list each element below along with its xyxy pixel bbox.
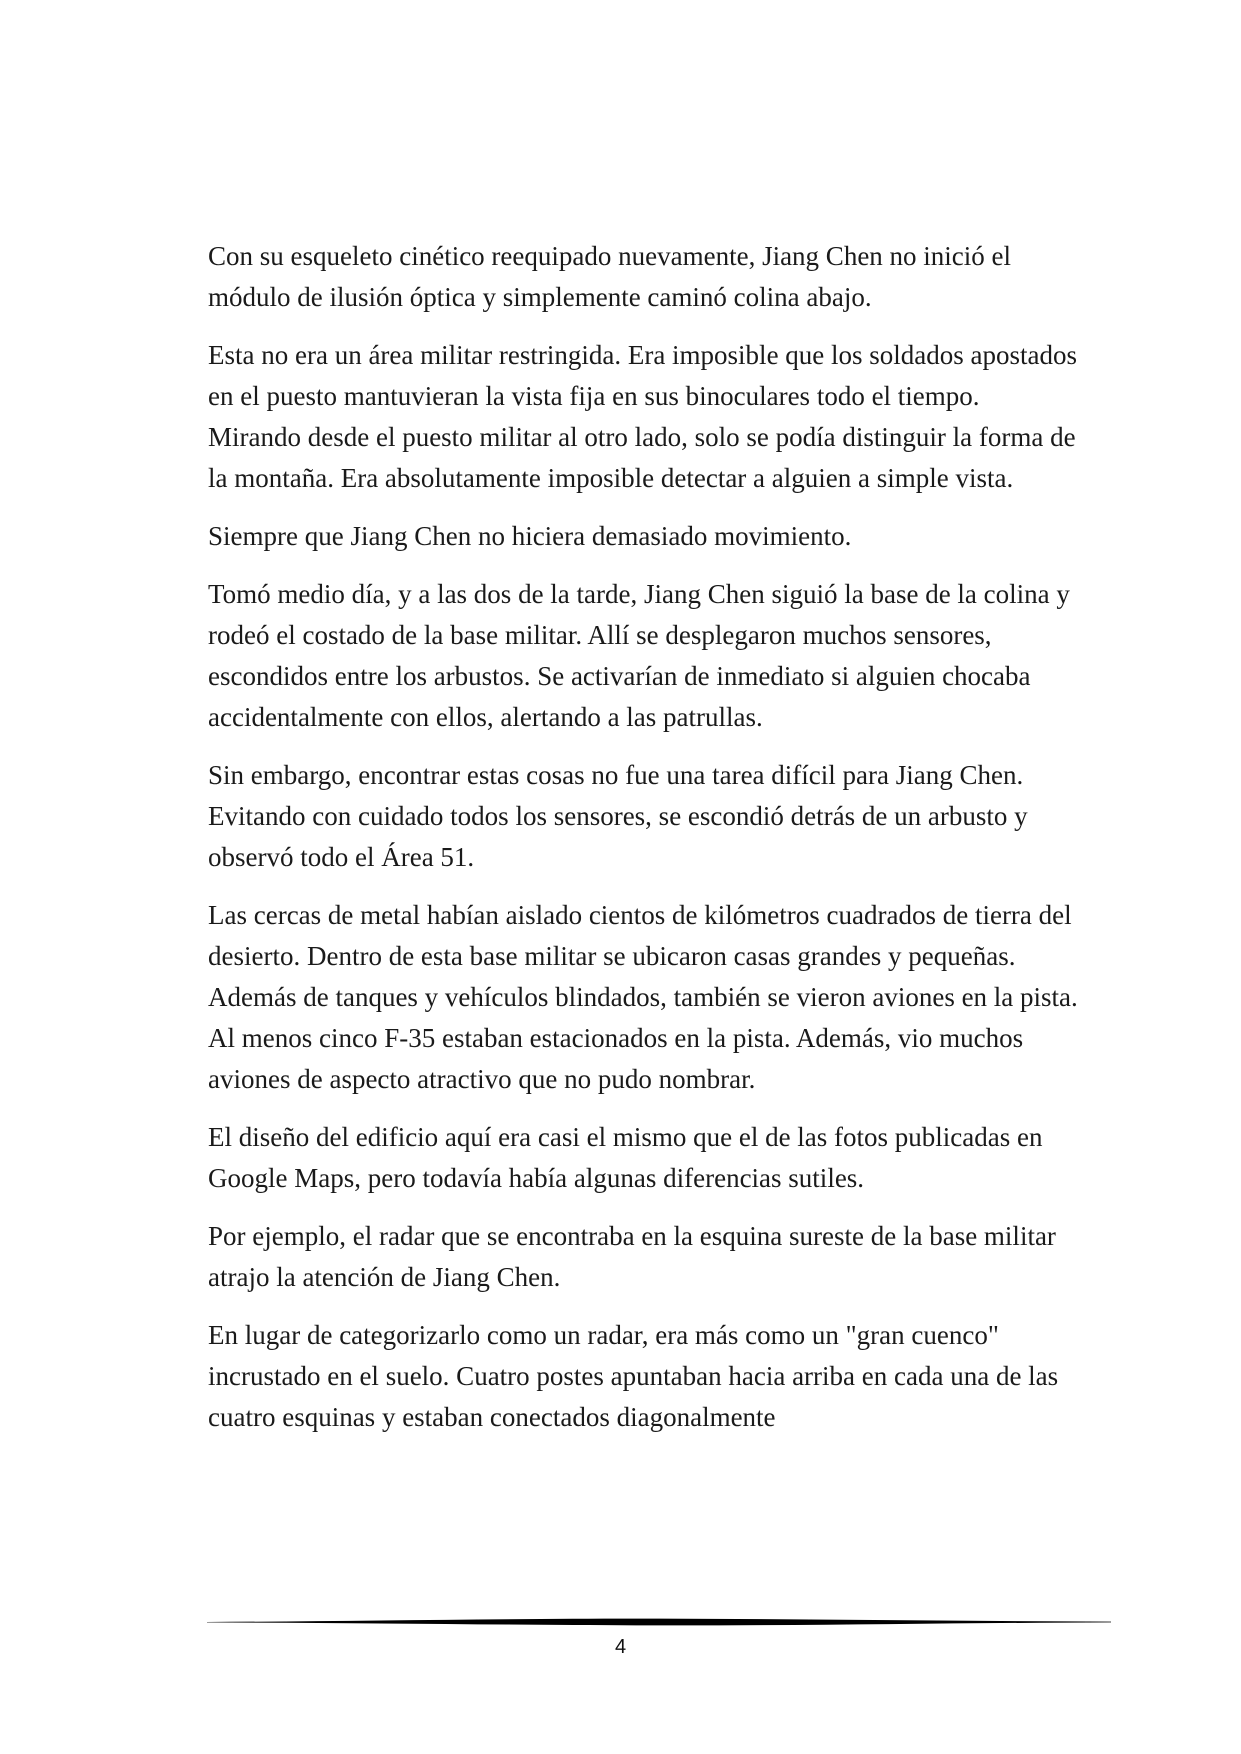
paragraph-5: Sin embargo, encontrar estas cosas no fue una tarea difícil para Jiang Chen. Evitando con cuidado todos los sensores, se escondió detrás de un arbusto y observó todo el Área 51. xyxy=(208,760,1028,872)
paragraph-7: El diseño del edificio aquí era casi el mismo que el de las fotos publicadas en Google Maps, pero todavía había algunas diferencias sutiles. xyxy=(208,1122,1043,1193)
footer-divider xyxy=(207,1615,1111,1629)
paragraph-9: En lugar de categorizarlo como un radar, era más como un "gran cuenco" incrustado en el suelo. Cuatro postes apuntaban hacia arriba en cada una de las cuatro esquinas y estaban conectados diagonalmente xyxy=(208,1320,1059,1432)
paragraph-1: Con su esqueleto cinético reequipado nuevamente, Jiang Chen no inició el módulo de ilusión óptica y simplemente caminó colina abajo. xyxy=(208,241,1012,312)
paragraph-2: Esta no era un área militar restringida. Era imposible que los soldados apostados en el puesto mantuvieran la vista fija en sus binoculares todo el tiempo. Mirando desde el puesto militar al otro lado, solo se podía distinguir la forma de la montaña. Era absolutamente imposible detectar a alguien a simple vista. xyxy=(208,340,1078,493)
page-number: 4 xyxy=(614,1636,627,1658)
body-text xyxy=(208,236,1078,1455)
paragraph-3: Siempre que Jiang Chen no hiciera demasiado movimiento. xyxy=(208,521,852,551)
paragraph-6: Las cercas de metal habían aislado cientos de kilómetros cuadrados de tierra del desierto. Dentro de esta base militar se ubicaron casas grandes y pequeñas. Además de tanques y vehículos blindados, también se vieron aviones en la pista. Al menos cinco F-35 estaban estacionados en la pista. Además, vio muchos aviones de aspecto atractivo que no pudo nombrar. xyxy=(208,900,1078,1094)
paragraph-4: Tomó medio día, y a las dos de la tarde, Jiang Chen siguió la base de la colina y rodeó el costado de la base militar. Allí se desplegaron muchos sensores, escondidos entre los arbustos. Se activarían de inmediato si alguien chocaba accidentalmente con ellos, alertando a las patrullas. xyxy=(208,579,1070,732)
paragraph-8: Por ejemplo, el radar que se encontraba en la esquina sureste de la base militar atrajo la atención de Jiang Chen. xyxy=(208,1221,1056,1292)
